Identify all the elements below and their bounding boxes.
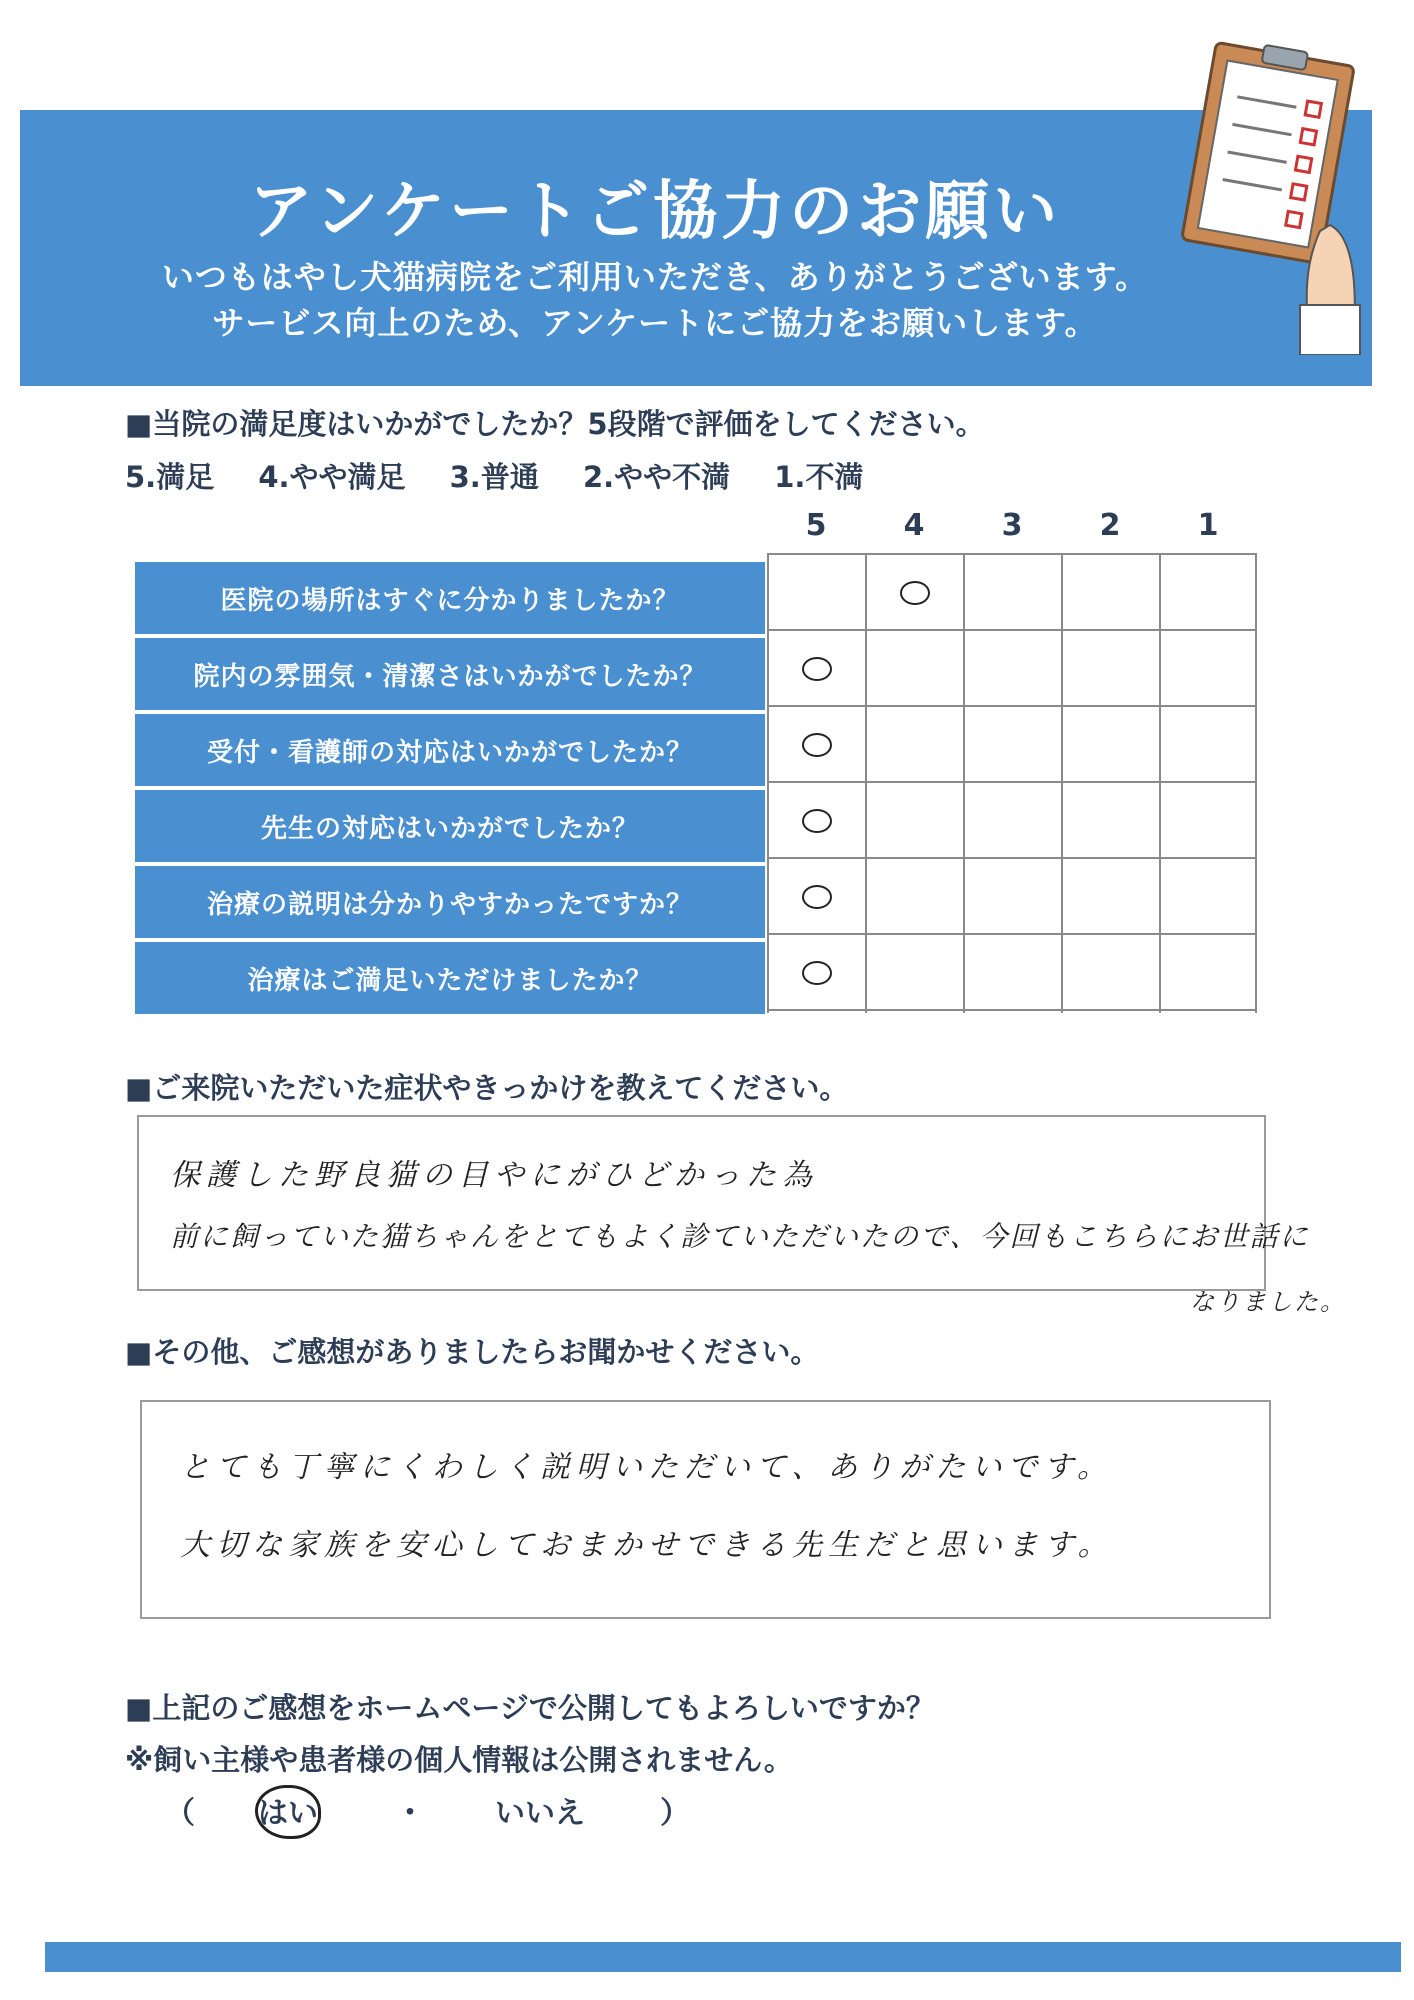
rating-heading: ■当院の満足度はいかがでしたか？5段階で評価をしてください。 (125, 407, 985, 441)
privacy-note: ※飼い主様や患者様の個人情報は公開されません。 (125, 1743, 793, 1777)
legend-item: 2.やや不満 (582, 460, 731, 494)
rating-cell[interactable] (1159, 933, 1257, 1009)
column-head-1: 1 (1197, 508, 1219, 543)
question-doctor: 先生の対応はいかがでしたか？ (135, 790, 765, 862)
rating-grid (767, 553, 1257, 1013)
rating-cell[interactable] (963, 629, 1061, 705)
rating-cell[interactable] (1061, 629, 1159, 705)
rating-cell[interactable] (865, 933, 963, 1009)
column-head-5: 5 (805, 508, 827, 543)
rating-cell[interactable] (865, 781, 963, 857)
question-location: 医院の場所はすぐに分かりましたか？ (135, 562, 765, 634)
question-atmosphere: 院内の雰囲気・清潔さはいかがでしたか？ (135, 638, 765, 710)
column-head-4: 4 (903, 508, 925, 543)
question-treatment: 治療はご満足いただけましたか？ (135, 942, 765, 1014)
rating-cell[interactable] (1159, 553, 1257, 629)
rating-cell[interactable] (1061, 553, 1159, 629)
reason-answer-box[interactable] (137, 1115, 1266, 1291)
rating-cell[interactable] (1159, 705, 1257, 781)
rating-mark (802, 733, 832, 757)
comments-answer-box[interactable] (140, 1400, 1271, 1619)
rating-cell[interactable] (865, 705, 963, 781)
question-reception: 受付・看護師の対応はいかがでしたか？ (135, 714, 765, 786)
reason-answer-line: 保護した野良猫の目やにがひどかった為 (170, 1158, 818, 1193)
rating-cell[interactable] (963, 781, 1061, 857)
header-request: サービス向上のため、アンケートにご協力をお願いします。 (212, 304, 1098, 342)
header-greeting: いつもはやし犬猫病院をご利用いただき、ありがとうございます。 (161, 258, 1149, 296)
comments-answer-line: 大切な家族を安心しておまかせできる先生だと思います。 (180, 1528, 1114, 1563)
rating-scale-legend (125, 455, 897, 496)
rating-cell[interactable] (1159, 781, 1257, 857)
legend-item: 5.満足 (125, 460, 215, 494)
consent-heading: ■上記のご感想をホームページで公開してもよろしいですか？ (125, 1691, 935, 1725)
rating-cell[interactable] (963, 705, 1061, 781)
rating-cell[interactable] (865, 857, 963, 933)
legend-item: 3.普通 (449, 460, 539, 494)
reason-answer-line: 前に飼っていた猫ちゃんをとてもよく診ていただいたので、今回もこちらにお世話に (170, 1220, 1310, 1253)
consent-separator: ・ (395, 1796, 425, 1831)
legend-item: 1.不満 (774, 460, 864, 494)
rating-cell[interactable] (963, 553, 1061, 629)
rating-cell[interactable] (1061, 705, 1159, 781)
consent-close-paren: ） (660, 1796, 690, 1831)
consent-yes-circle (255, 1785, 321, 1839)
rating-cell[interactable] (767, 553, 865, 629)
rating-mark (802, 885, 832, 909)
comments-heading: ■その他、ご感想がありましたらお聞かせください。 (125, 1335, 820, 1369)
page-title: アンケートご協力のお願い (248, 175, 1062, 249)
rating-cell[interactable] (963, 857, 1061, 933)
consent-no-option[interactable]: いいえ (495, 1796, 585, 1831)
rating-mark (900, 581, 930, 605)
question-explanation: 治療の説明は分かりやすかったですか？ (135, 866, 765, 938)
rating-cell[interactable] (1061, 781, 1159, 857)
reason-answer-line: なりました。 (1190, 1288, 1346, 1316)
consent-open-paren: （ (165, 1796, 195, 1831)
rating-mark (802, 961, 832, 985)
rating-mark (802, 657, 832, 681)
footer-band (45, 1942, 1401, 1972)
rating-mark (802, 809, 832, 833)
column-head-3: 3 (1001, 508, 1023, 543)
grid-row-line (767, 1009, 1257, 1011)
header-band (20, 110, 1372, 386)
rating-cell[interactable] (1159, 857, 1257, 933)
comments-answer-line: とても丁寧にくわしく説明いただいて、ありがたいです。 (180, 1450, 1113, 1485)
clipboard-checklist-icon (1180, 35, 1370, 355)
reason-heading: ■ご来院いただいた症状やきっかけを教えてください。 (125, 1071, 849, 1105)
column-head-2: 2 (1099, 508, 1121, 543)
rating-cell[interactable] (963, 933, 1061, 1009)
consent-yes-option[interactable]: はい (258, 1796, 318, 1831)
rating-cell[interactable] (1159, 629, 1257, 705)
rating-cell[interactable] (1061, 857, 1159, 933)
rating-cell[interactable] (1061, 933, 1159, 1009)
rating-cell[interactable] (865, 629, 963, 705)
legend-item: 4.やや満足 (258, 460, 406, 494)
